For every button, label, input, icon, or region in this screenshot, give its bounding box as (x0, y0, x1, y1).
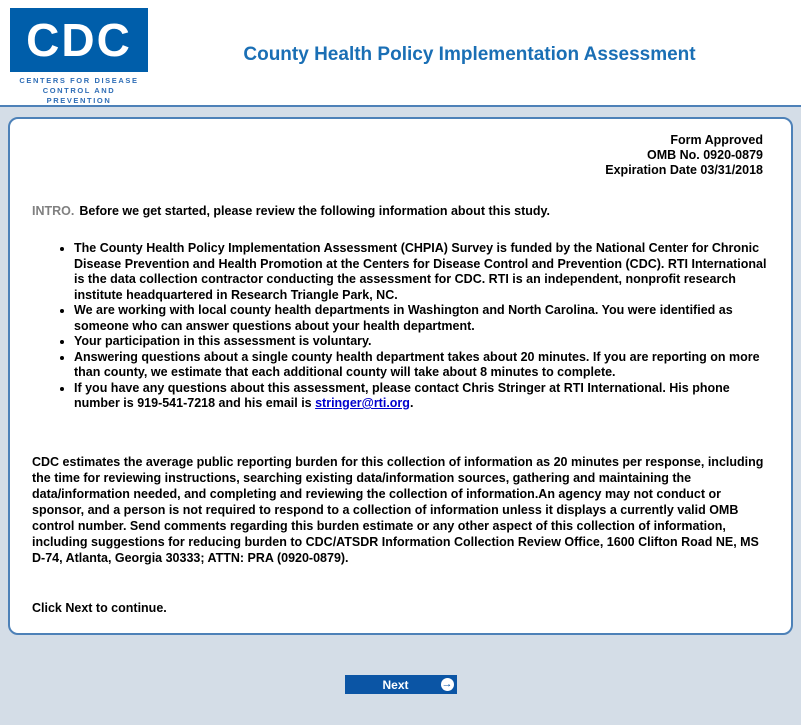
cdc-logo-text-line1: CENTERS FOR DISEASE (19, 76, 139, 85)
page-title: County Health Policy Implementation Assessment (243, 44, 696, 65)
form-approved-line: Form Approved (670, 133, 763, 147)
list-item: • Your participation in this assessment is voluntary. (74, 334, 769, 350)
intro-text: Before we get started, please review the following information about this study. (79, 204, 551, 218)
intro-line (32, 204, 769, 219)
click-next-instruction: Click Next to continue. (32, 600, 167, 615)
arrow-right-icon: → (441, 678, 453, 690)
cdc-logo-icon: CDC (10, 8, 148, 72)
form-approved-block (32, 133, 769, 178)
contact-text: If you have any questions about this assessment, please contact Chris Stringer at RTI International. His phone number is 919-541-7218 and his email is (74, 380, 730, 410)
body-area (0, 107, 801, 725)
contact-text-end: . (409, 396, 414, 410)
header (0, 0, 801, 107)
omb-number: OMB No. 0920-0879 (646, 148, 763, 162)
intro-bullet-list (32, 241, 769, 412)
list-item: • We are working with local county health departments in Washington and North Carolina. You were identified as someone who can answer questions about your health department. (74, 303, 769, 334)
list-item-contact (74, 381, 769, 412)
list-item: • Answering questions about a single county health department takes about 20 minutes. If you are reporting on more than county, we estimate that each additional county will take about 8 minutes to complete. (74, 350, 769, 381)
burden-paragraph: CDC estimates the average public reporting burden for this collection of information as 20 minutes per response, including the time for reviewing instructions, searching existing data/information sources, gathering and maintaining the data/information needed, and completing and reviewing the collection of information.An agency may not conduct or sponsor, and a person is not required to respond to a collection of information unless it displays a currently valid OMB control number. Send comments regarding this burden estimate or any other aspect of this collection of information, including suggestions for reducing burden to CDC/ATSDR Information Collection Review Office, 1600 Clifton Road NE, MS D-74, Atlanta, Georgia 30333; ATTN: PRA (0920-0879). (32, 454, 764, 565)
intro-label: INTRO. (32, 204, 75, 218)
cdc-logo (10, 8, 148, 106)
expiration-date: Expiration Date 03/31/2018 (605, 163, 763, 177)
cdc-logo-text (10, 76, 148, 106)
email-link[interactable]: stringer@rti.org (315, 396, 410, 410)
next-button[interactable] (345, 675, 457, 694)
footer (0, 675, 801, 694)
list-item: • The County Health Policy Implementation Assessment (CHPIA) Survey is funded by the National Center for Chronic Disease Prevention and Health Promotion at the Centers for Disease Control and Prevention (CDC). RTI International is the data collection contractor conducting the assessment for CDC. RTI is an independent, nonprofit research institute headquartered in Research Triangle Park, NC. (74, 241, 769, 303)
next-button-label: Next (382, 677, 409, 692)
content-panel (8, 117, 793, 635)
cdc-logo-text-line2: CONTROL AND PREVENTION (42, 86, 116, 105)
